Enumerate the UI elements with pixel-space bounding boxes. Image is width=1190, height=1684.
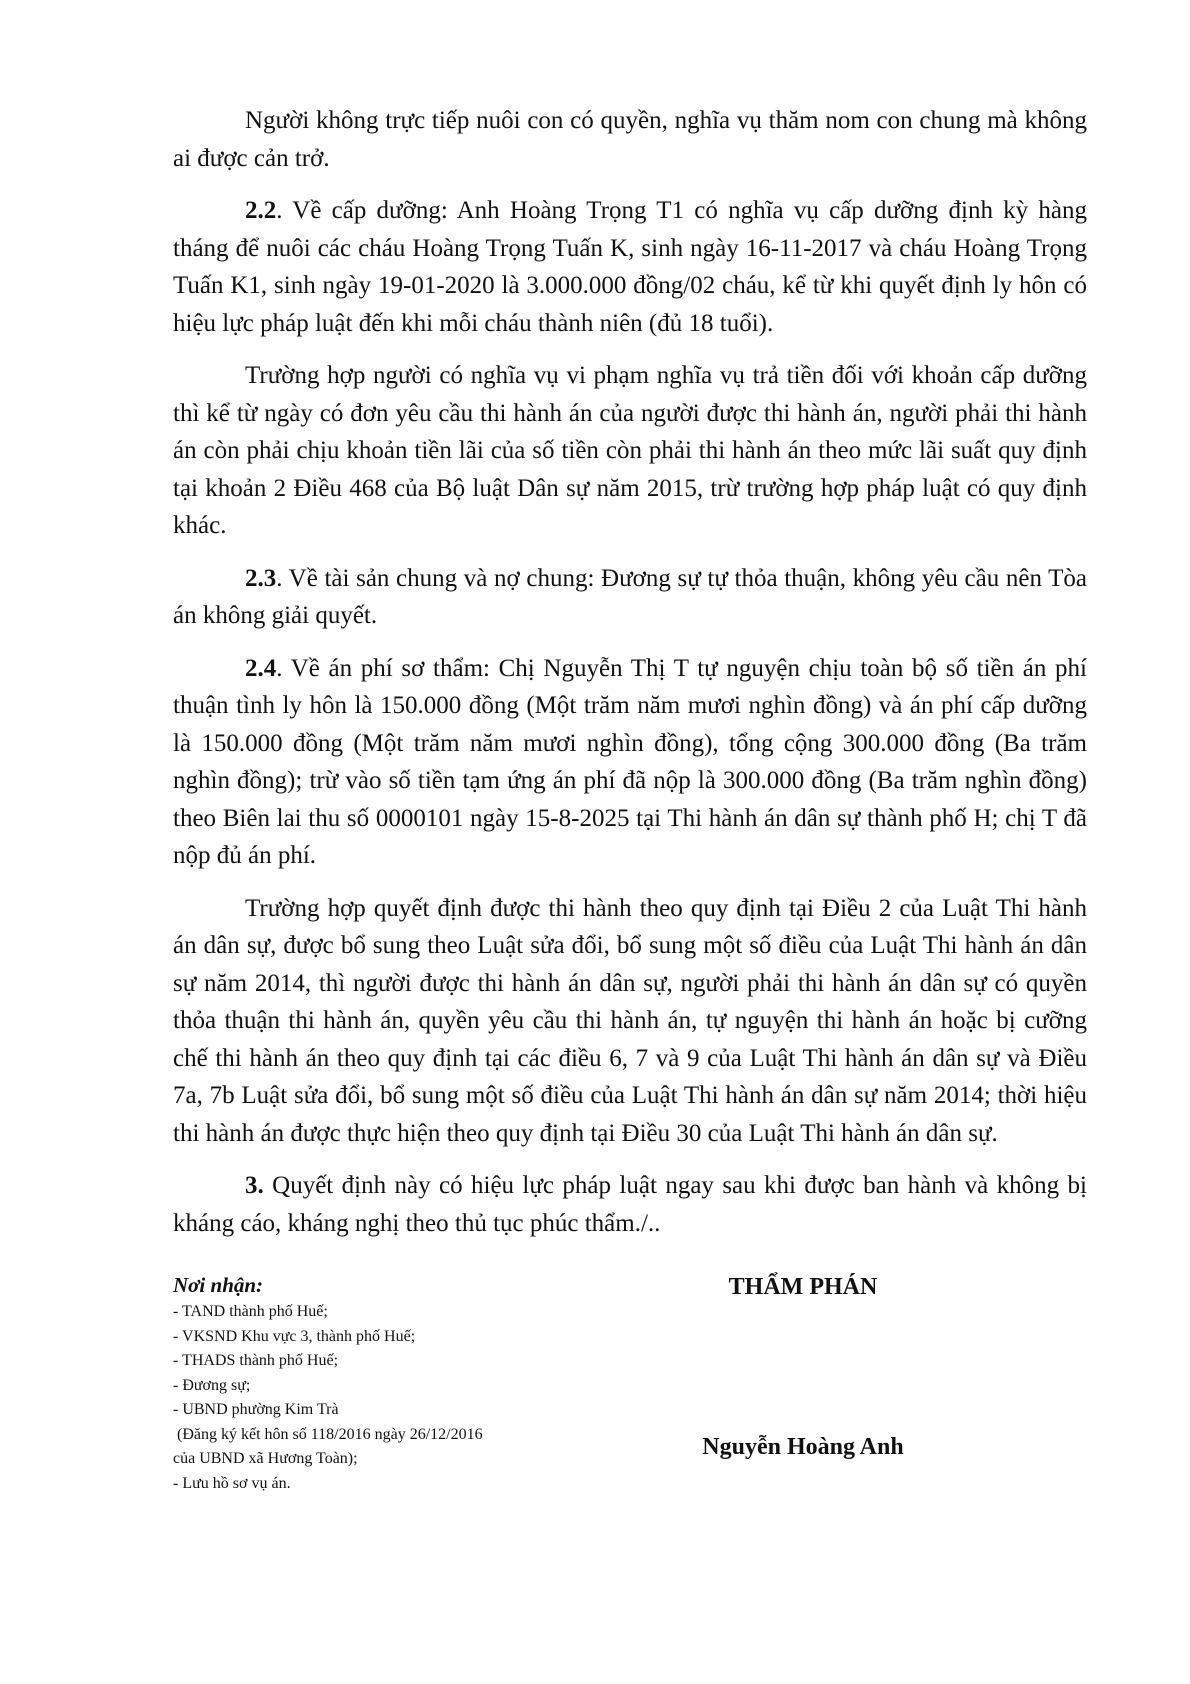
paragraph-child-support	[173, 192, 1087, 342]
recipient-item: (Đăng ký kết hôn số 118/2016 ngày 26/12/2016	[173, 1425, 483, 1443]
paragraph-text: . Về án phí sơ thẩm: Chị Nguyễn Thị T tự nguyện chịu toàn bộ số tiền án phí thuận tình ly hôn là 150.000 đồng (Một trăm năm mươi nghìn đồng) và án phí cấp dưỡng là 150.000 đồng (Một trăm năm mươi nghìn đồng), tổng cộng 300.000 đồng (Ba trăm nghìn đồng); trừ vào số tiền tạm ứng án phí đã nộp là 300.000 đồng (Ba trăm nghìn đồng) theo Biên lai thu số 0000101 ngày 15-8-2025 tại Thi hành án dân sự thành phố H; chị T đã nộp đủ án phí.	[173, 654, 1087, 869]
paragraph-label: 2.2	[245, 197, 277, 224]
paragraph-text: Quyết định này có hiệu lực pháp luật ngay sau khi được ban hành và không bị kháng cáo, kháng nghị theo thủ tục phúc thẩm./..	[173, 1172, 1087, 1237]
recipient-item: - VKSND Khu vực 3, thành phố Huế;	[173, 1327, 416, 1345]
recipients-block	[173, 1272, 603, 1496]
paragraph-text: Trường hợp người có nghĩa vụ vi phạm nghĩa vụ trả tiền đối với khoản cấp dưỡng thì kể từ ngày có đơn yêu cầu thi hành án của người được thi hành án, người phải thi hành án còn phải chịu khoản tiền lãi của số tiền còn phải thi hành án theo mức lãi suất quy định tại khoản 2 Điều 468 của Bộ luật Dân sự năm 2015, trừ trường hợp pháp luật có quy định khác.	[173, 362, 1087, 539]
recipient-item: - Lưu hồ sơ vụ án.	[173, 1474, 291, 1492]
paragraph-text: Trường hợp quyết định được thi hành theo quy định tại Điều 2 của Luật Thi hành án dân sự, được bổ sung theo Luật sửa đổi, bổ sung một số điều của Luật Thi hành án dân sự năm 2014, thì người được thi hành án dân sự, người phải thi hành án dân sự có quyền thỏa thuận thi hành án, quyền yêu cầu thi hành án, tự nguyện thi hành án hoặc bị cưỡng chế thi hành án theo quy định tại các điều 6, 7 và 9 của Luật Thi hành án dân sự và Điều 7a, 7b Luật sửa đổi, bổ sung một số điều của Luật Thi hành án dân sự năm 2014; thời hiệu thi hành án được thực hiện theo quy định tại Điều 30 của Luật Thi hành án dân sự.	[173, 894, 1087, 1147]
recipients-title: Nơi nhận:	[173, 1273, 264, 1297]
recipient-item: - Đương sự;	[173, 1376, 251, 1394]
recipient-item: - UBND phường Kim Trà	[173, 1401, 339, 1418]
signature-block	[673, 1272, 933, 1460]
paragraph-visitation-rights	[173, 102, 1087, 177]
judge-title: THẨM PHÁN	[728, 1274, 878, 1300]
paragraph-label: 3.	[245, 1172, 264, 1199]
document-body	[173, 102, 1087, 1257]
paragraph-court-fees	[173, 650, 1087, 875]
paragraph-enforcement	[173, 890, 1087, 1153]
recipient-item: - THADS thành phố Huế;	[173, 1352, 339, 1369]
recipient-item: - TAND thành phố Huế;	[173, 1303, 328, 1320]
paragraph-common-property	[173, 560, 1087, 635]
paragraph-late-payment-interest	[173, 357, 1087, 545]
paragraph-text: . Về cấp dưỡng: Anh Hoàng Trọng T1 có nghĩa vụ cấp dưỡng định kỳ hàng tháng để nuôi các cháu Hoàng Trọng Tuấn K, sinh ngày 16-11-2017 và cháu Hoàng Trọng Tuấn K1, sinh ngày 19-01-2020 là 3.000.000 đồng/02 cháu, kể từ khi quyết định ly hôn có hiệu lực pháp luật đến khi mỗi cháu thành niên (đủ 18 tuổi).	[173, 197, 1087, 337]
paragraph-label: 2.4	[245, 654, 277, 682]
paragraph-effective	[173, 1167, 1087, 1242]
recipient-item: của UBND xã Hương Toàn);	[173, 1450, 358, 1467]
judge-name: Nguyễn Hoàng Anh	[702, 1434, 904, 1460]
paragraph-text: . Về tài sản chung và nợ chung: Đương sự tự thỏa thuận, không yêu cầu nên Tòa án không giải quyết.	[173, 564, 1087, 629]
paragraph-label: 2.3	[245, 564, 277, 592]
document-footer	[173, 1272, 1087, 1532]
paragraph-text: Người không trực tiếp nuôi con có quyền, nghĩa vụ thăm nom con chung mà không ai được cản trở.	[173, 107, 1087, 172]
